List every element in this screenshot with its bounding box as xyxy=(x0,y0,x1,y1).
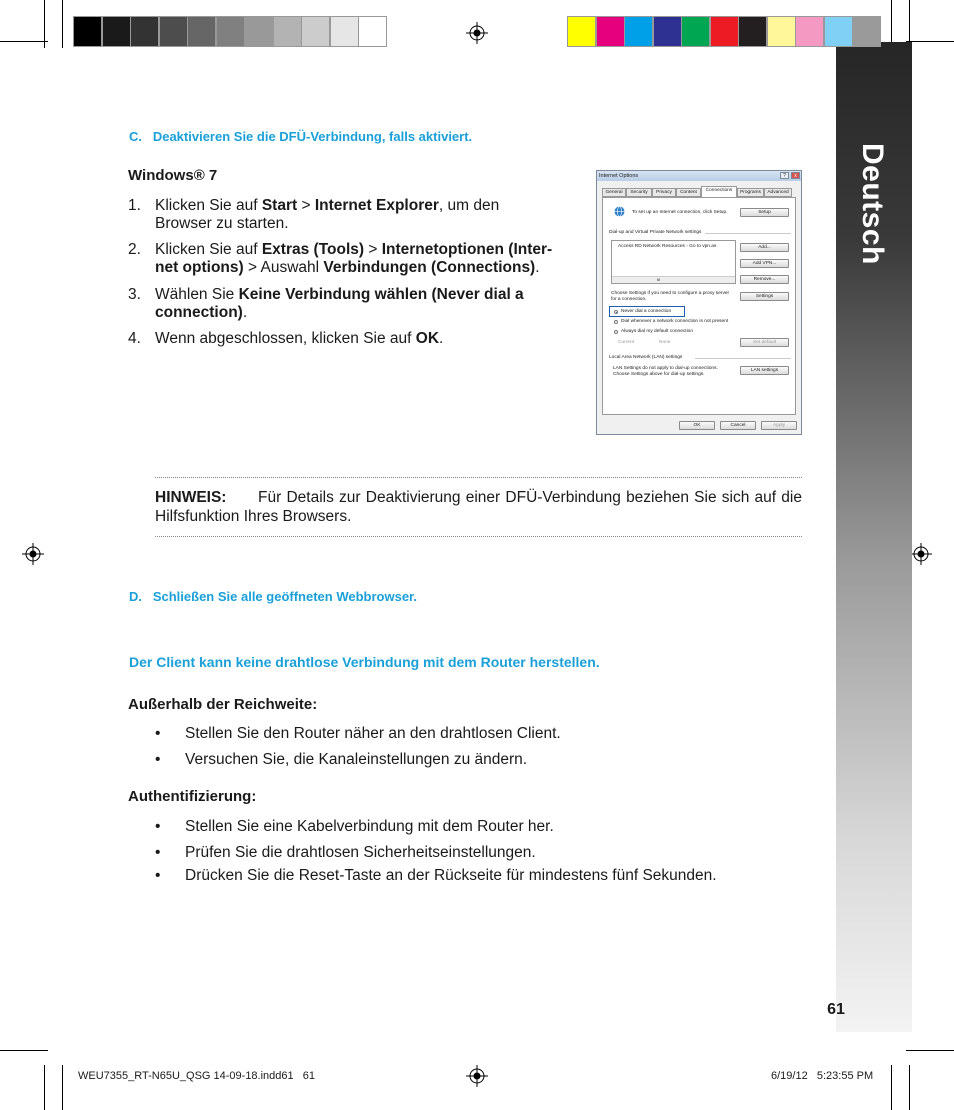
step-fragment: . xyxy=(535,259,540,276)
step-emphasis: Start xyxy=(261,197,298,214)
dialup-separator xyxy=(705,233,791,234)
never-dial-label[interactable]: Never dial a connection xyxy=(621,309,672,314)
add-vpn-button[interactable]: Add VPN... xyxy=(740,259,789,268)
bullet-item xyxy=(155,725,561,743)
grayscale-swatch xyxy=(330,16,359,47)
sidebar-language-label: Deutsch xyxy=(856,143,889,265)
current-label: Current xyxy=(618,340,634,345)
problem-heading: Der Client kann keine drahtlose Verbindung mit dem Router herstellen. xyxy=(129,654,600,670)
always-dial-label[interactable]: Always dial my default connection xyxy=(621,329,693,334)
bullet-item xyxy=(155,844,536,862)
crop-mark xyxy=(906,41,954,42)
never-dial-radio[interactable] xyxy=(614,310,618,314)
crop-mark xyxy=(891,0,892,48)
step-emphasis: Internet Explorer xyxy=(314,197,439,214)
lan-settings-button[interactable]: LAN settings xyxy=(740,366,789,375)
step-fragment: Wenn abgeschlossen, klicken Sie auf xyxy=(155,330,416,347)
registration-mark-icon xyxy=(22,543,44,565)
grayscale-swatch xyxy=(301,16,330,47)
dial-whenever-label[interactable]: Dial whenever a network connection is not present xyxy=(621,319,729,324)
tab-programs[interactable]: Programs xyxy=(737,188,764,197)
note-label: HINWEIS: xyxy=(155,489,227,506)
color-swatch xyxy=(653,16,682,47)
color-swatch xyxy=(596,16,625,47)
step-number: 1. xyxy=(128,197,141,214)
step-item xyxy=(128,197,533,233)
lan-separator xyxy=(695,358,791,359)
globe-icon xyxy=(614,206,625,217)
step-number: 3. xyxy=(128,286,141,303)
tab-privacy[interactable]: Privacy xyxy=(652,188,676,197)
window-title: Internet Options xyxy=(599,173,639,179)
add-button[interactable]: Add... xyxy=(740,243,789,252)
bullet-item xyxy=(155,867,717,885)
step-number: 2. xyxy=(128,241,141,258)
crop-mark xyxy=(891,1065,892,1110)
bullet-text: Drücken Sie die Reset-Taste an der Rückseite für mindestens fünf Sekunden. xyxy=(185,867,717,884)
group-title: Außerhalb der Reichweite: xyxy=(128,696,318,713)
help-icon[interactable]: ? xyxy=(780,172,789,179)
tab-connections[interactable]: Connections xyxy=(701,186,737,198)
color-swatch xyxy=(624,16,653,47)
step-fragment: Klicken Sie auf xyxy=(155,241,262,258)
color-swatch xyxy=(567,16,596,47)
list-scrollbar[interactable] xyxy=(612,276,735,283)
bullet-icon: • xyxy=(155,867,161,884)
settings-button[interactable]: Settings xyxy=(740,292,789,301)
crop-mark xyxy=(0,1050,48,1051)
step-fragment: > Auswahl xyxy=(243,259,324,276)
dial-whenever-radio[interactable] xyxy=(614,320,618,324)
grayscale-swatch xyxy=(73,16,102,47)
step-fragment: > xyxy=(297,197,315,214)
section-c-heading: C. Deaktivieren Sie die DFÜ-Verbindung, falls aktiviert. xyxy=(129,129,473,144)
close-icon[interactable]: x xyxy=(791,172,800,179)
crop-mark xyxy=(906,1050,954,1051)
remove-button[interactable]: Remove... xyxy=(740,275,789,284)
apply-button[interactable]: Apply xyxy=(761,421,797,430)
color-swatch xyxy=(824,16,853,47)
os-title: Windows® 7 xyxy=(128,167,218,184)
step-number: 4. xyxy=(128,330,141,347)
scrollbar-thumb[interactable]: III xyxy=(657,277,661,282)
grayscale-swatch xyxy=(159,16,188,47)
grayscale-swatch xyxy=(244,16,273,47)
grayscale-swatch xyxy=(187,16,216,47)
footer-file-info: WEU7355_RT-N65U_QSG 14-09-18.indd61 61 xyxy=(78,1070,316,1082)
note-text: Für Details zur Deaktivierung einer DFÜ-Verbindung beziehen Sie sich auf die Hilfsfunktion Ihres Browsers. xyxy=(155,489,802,525)
window-title-bar xyxy=(597,171,801,181)
crop-mark xyxy=(909,0,910,48)
connection-list[interactable] xyxy=(611,240,736,284)
color-swatch xyxy=(852,16,881,47)
step-text xyxy=(155,197,533,233)
step-item xyxy=(128,241,578,277)
bullet-icon: • xyxy=(155,818,161,835)
note-block xyxy=(155,488,802,526)
lan-label: Local Area Network (LAN) settings xyxy=(609,355,683,360)
step-emphasis: Internetoptionen (Inter- net options) xyxy=(155,241,553,276)
grayscale-swatch xyxy=(216,16,245,47)
step-text xyxy=(155,330,578,348)
grayscale-swatch xyxy=(102,16,131,47)
tab-security[interactable]: Security xyxy=(626,188,652,197)
color-swatch xyxy=(681,16,710,47)
crop-mark xyxy=(44,1065,45,1110)
bullet-item xyxy=(155,751,527,769)
setup-text: To set up an Internet connection, click Setup. xyxy=(632,210,728,215)
set-default-button[interactable]: Set default xyxy=(740,338,789,347)
step-emphasis: Extras (Tools) xyxy=(261,241,365,258)
dialup-label: Dial-up and Virtual Private Network settings xyxy=(609,230,702,235)
bullet-item xyxy=(155,818,554,836)
registration-mark-icon xyxy=(466,1065,488,1087)
grayscale-swatch xyxy=(358,16,387,47)
crop-mark xyxy=(62,0,63,48)
color-swatch xyxy=(738,16,767,47)
tab-general[interactable]: General xyxy=(602,188,626,197)
color-swatch xyxy=(767,16,796,47)
choose-settings-text: Choose Settings if you need to configure a proxy server for a connection. xyxy=(611,291,730,302)
step-item xyxy=(128,286,578,322)
group-title: Authentifizierung: xyxy=(128,788,257,805)
step-fragment: . xyxy=(439,330,444,347)
crop-mark xyxy=(0,41,48,42)
bullet-icon: • xyxy=(155,844,161,861)
list-item[interactable]: Access RD Network Resources - Go to vpn.as xyxy=(618,244,717,249)
cancel-button[interactable]: Cancel xyxy=(720,421,756,430)
always-dial-radio[interactable] xyxy=(614,330,618,334)
bullet-text: Versuchen Sie, die Kanaleinstellungen zu ändern. xyxy=(185,751,528,768)
tab-advanced[interactable]: Advanced xyxy=(764,188,792,197)
step-text xyxy=(155,286,578,322)
step-item xyxy=(128,330,578,348)
bullet-icon: • xyxy=(155,725,161,742)
footer-timestamp: 6/19/12 5:23:55 PM xyxy=(771,1070,874,1082)
step-emphasis: Keine Verbindung wählen (Never dial a connection) xyxy=(155,286,524,321)
step-fragment: , um den Browser zu starten. xyxy=(155,197,500,232)
tab-content[interactable]: Content xyxy=(676,188,701,197)
internet-options-screenshot xyxy=(596,170,802,435)
bullet-text: Stellen Sie den Router näher an den drahtlosen Client. xyxy=(185,725,561,742)
crop-mark xyxy=(44,0,45,48)
step-emphasis: OK xyxy=(415,330,440,347)
page-number: 61 xyxy=(827,1001,845,1018)
crop-mark xyxy=(909,1065,910,1110)
current-value: None xyxy=(659,340,671,345)
step-fragment: . xyxy=(242,304,248,321)
note-top-divider xyxy=(155,477,802,478)
registration-mark-icon xyxy=(910,543,932,565)
grayscale-swatch xyxy=(130,16,159,47)
step-fragment: Wählen Sie xyxy=(155,286,239,303)
crop-mark xyxy=(62,1065,63,1110)
note-bottom-divider xyxy=(155,536,802,537)
step-text xyxy=(155,241,578,277)
bullet-text: Prüfen Sie die drahtlosen Sicherheitseinstellungen. xyxy=(185,844,536,861)
color-swatch xyxy=(710,16,739,47)
step-fragment: Klicken Sie auf xyxy=(155,197,262,214)
step-emphasis: Verbindungen (Connections) xyxy=(323,259,536,276)
grayscale-swatch xyxy=(273,16,302,47)
ok-button[interactable]: OK xyxy=(679,421,715,430)
connections-panel xyxy=(602,197,796,415)
bullet-text: Stellen Sie eine Kabelverbindung mit dem Router her. xyxy=(185,818,554,835)
lan-text: LAN Settings do not apply to dial-up connections. Choose Settings above for dial-up settings. xyxy=(613,366,718,377)
bullet-icon: • xyxy=(155,751,161,768)
step-fragment: > xyxy=(364,241,382,258)
setup-button[interactable]: Setup xyxy=(740,208,789,217)
color-swatch xyxy=(795,16,824,47)
registration-mark-icon xyxy=(466,22,488,44)
section-d-heading: D. Schließen Sie alle geöffneten Webbrowser. xyxy=(129,589,417,604)
